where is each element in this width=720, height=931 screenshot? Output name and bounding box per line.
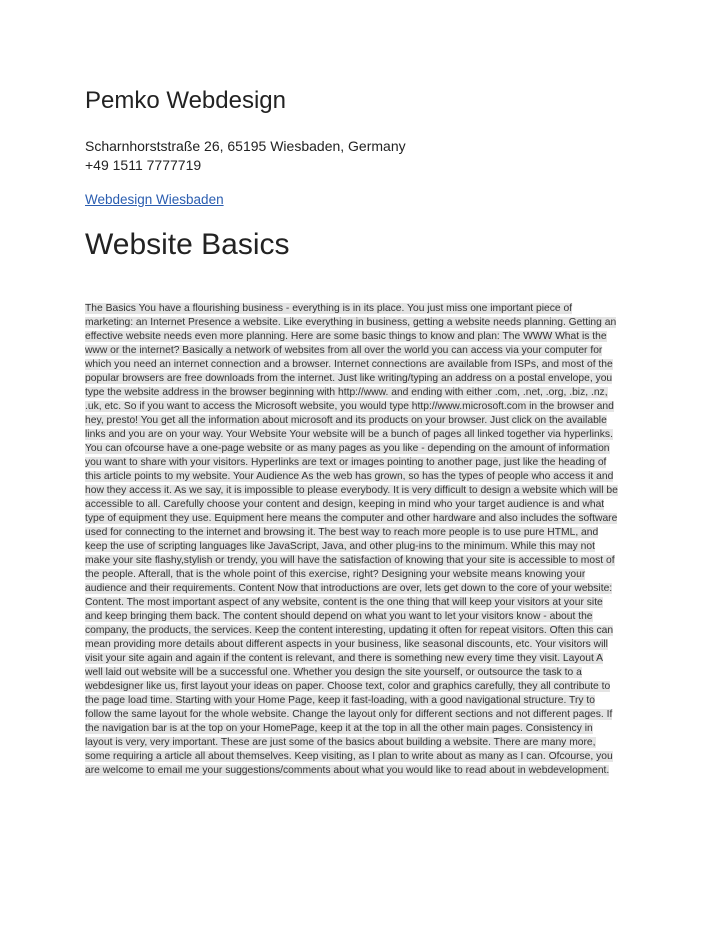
article-body-line-text: you want to share with your visitors. Hyperlinks are text or images pointing to another page, just like the heading of xyxy=(85,457,607,468)
company-phone: +49 1511 7777719 xyxy=(85,157,202,173)
article-body-line-text: layout is very, very important. These are just some of the basics about building a website. There are many more, xyxy=(85,737,596,748)
article-body-line-text: visit your site again and again if the content is relevant, and there is something new every time they visit. Layout A xyxy=(85,653,603,664)
article-body-line-text: which you need an internet connection and a browser. Internet connections are available from ISPs, and most of the xyxy=(85,359,613,370)
article-body-line xyxy=(85,736,633,750)
article-body-line xyxy=(85,568,633,582)
article-body-line xyxy=(85,680,633,694)
article-body-line xyxy=(85,330,633,344)
article-body-line-text: used for connecting to the internet and browsing it. The best way to reach more people is to use pure HTML, and xyxy=(85,527,599,538)
article-body-line-text: follow the same layout for the whole website. Change the layout only for different sections and not different pages. If xyxy=(85,709,613,720)
article-body-line-text: the page load time. Starting with your Home Page, keep it fast-loading, with a good navigational structure. Try to xyxy=(85,695,595,706)
article-body-line xyxy=(85,666,633,680)
article-body-line-text: keep the use of scripting languages like JavaScript, Java, and other plug-ins to the minimum. While this may not xyxy=(85,541,595,552)
article-body-line-text: www or the internet? Basically a network of websites from all over the world you can access via your computer for xyxy=(85,345,603,356)
article-body-line-text: type the website address in the browser beginning with http://www. and ending with either .com, .net, .org, .biz, .nz, xyxy=(85,387,608,398)
article-body-line-text: how they access it. As we say, it is impossible to please everybody. It is very difficult to design a website which will be xyxy=(85,485,618,496)
article-body-line xyxy=(85,694,633,708)
article-body-line-text: mean providing more details about different aspects in your business, like seasonal discounts, etc. Your visitors will xyxy=(85,639,608,650)
article-body-line-text: You can ofcourse have a one-page website or as many pages as you like - depending on the amount of information xyxy=(85,443,610,454)
article-body-line xyxy=(85,512,633,526)
article-body-line xyxy=(85,610,633,624)
article-body-line-text: the navigation bar is at the top on your HomePage, keep it at the top in all the other main pages. Consistency in xyxy=(85,723,593,734)
article-body-line xyxy=(85,484,633,498)
article-body-line xyxy=(85,540,633,554)
article-body-line xyxy=(85,442,633,456)
article-body-line xyxy=(85,722,633,736)
article-body-line-text: marketing: an Internet Presence a website. Like everything in business, getting a website needs planning. Getting an xyxy=(85,317,617,328)
article-body-line xyxy=(85,302,633,316)
article-body-line xyxy=(85,386,633,400)
article-body-line-text: and keep bringing them back. The content should depend on what you want to let your visitors know - about the xyxy=(85,611,593,622)
article-body-line-text: make your site flashy,stylish or trendy, you will have the satisfaction of knowing that your site is accessible to most of xyxy=(85,555,615,566)
article-body-line-text: audience and their requirements. Content Now that introductions are over, lets get down to the core of your website: xyxy=(85,583,613,594)
article-body-line-text: are welcome to email me your suggestions/comments about what you would like to read about in webdevelopment. xyxy=(85,765,610,776)
article-body-line-text: effective website needs even more planning. Here are some basic things to know and plan: The WWW What is the xyxy=(85,331,607,342)
article-body-line xyxy=(85,708,633,722)
article-body-line-text: webdesigner like us, first layout your ideas on paper. Choose text, color and graphics carefully, they all contribute to xyxy=(85,681,611,692)
article-body-line-text: type of equipment they use. Equipment here means the computer and other hardware and also includes the software xyxy=(85,513,618,524)
article-body-line-text: some requiring a article all about themselves. Keep visiting, as I plan to write about as many as I can. Ofcourse, you xyxy=(85,751,613,762)
article-body-line-text: .uk, etc. So if you want to access the Microsoft website, you would type http://www.microsoft.com in the browser and xyxy=(85,401,614,412)
article-body-line xyxy=(85,596,633,610)
article-body-line xyxy=(85,638,633,652)
article-body-line xyxy=(85,582,633,596)
article-body-line xyxy=(85,456,633,470)
article-body-line xyxy=(85,400,633,414)
article-body-line-text: the people. Afterall, that is the whole point of this exercise, right? Designing your website means knowing your xyxy=(85,569,586,580)
article-body-line xyxy=(85,624,633,638)
article-body-line xyxy=(85,428,633,442)
article-body-line xyxy=(85,526,633,540)
webdesign-link[interactable]: Webdesign Wiesbaden xyxy=(85,192,224,207)
article-body-line xyxy=(85,470,633,484)
article-body-line-text: hey, presto! You get all the information about microsoft and its products on your browser. Just click on the available xyxy=(85,415,607,426)
article-body-line xyxy=(85,358,633,372)
article-body-line xyxy=(85,652,633,666)
article-body-line xyxy=(85,372,633,386)
article-body-line-text: The Basics You have a flourishing business - everything is in its place. You just miss one important piece of xyxy=(85,303,573,314)
article-body-line-text: Content. The most important aspect of any website, content is the one thing that will keep your visitors at your site xyxy=(85,597,603,608)
article-body-line-text: accessible to all. Carefully choose your content and design, keeping in mind who your target audience is and what xyxy=(85,499,605,510)
article-title: Website Basics xyxy=(85,228,290,261)
article-body-line xyxy=(85,414,633,428)
article-body-line xyxy=(85,554,633,568)
article-body-line xyxy=(85,344,633,358)
article-body xyxy=(85,302,633,778)
article-body-line xyxy=(85,498,633,512)
article-body-line-text: this article points to my website. Your Audience As the web has grown, so has the types of people who access it and xyxy=(85,471,614,482)
article-body-line-text: well laid out website will be a successful one. Whether you design the site yourself, or outsource the task to a xyxy=(85,667,582,678)
company-name: Pemko Webdesign xyxy=(85,87,286,114)
article-body-line-text: links and you are on your way. Your Website Your website will be a bunch of pages all linked together via hyperlinks. xyxy=(85,429,613,440)
article-body-line xyxy=(85,764,633,778)
article-body-line-text: popular browsers are free downloads from the internet. Just like writing/typing an address on a postal envelope, you xyxy=(85,373,613,384)
company-address: Scharnhorststraße 26, 65195 Wiesbaden, Germany xyxy=(85,138,406,154)
article-body-line-text: company, the products, the services. Keep the content interesting, updating it often for repeat visitors. Often this can xyxy=(85,625,614,636)
article-body-line xyxy=(85,316,633,330)
article-body-line xyxy=(85,750,633,764)
